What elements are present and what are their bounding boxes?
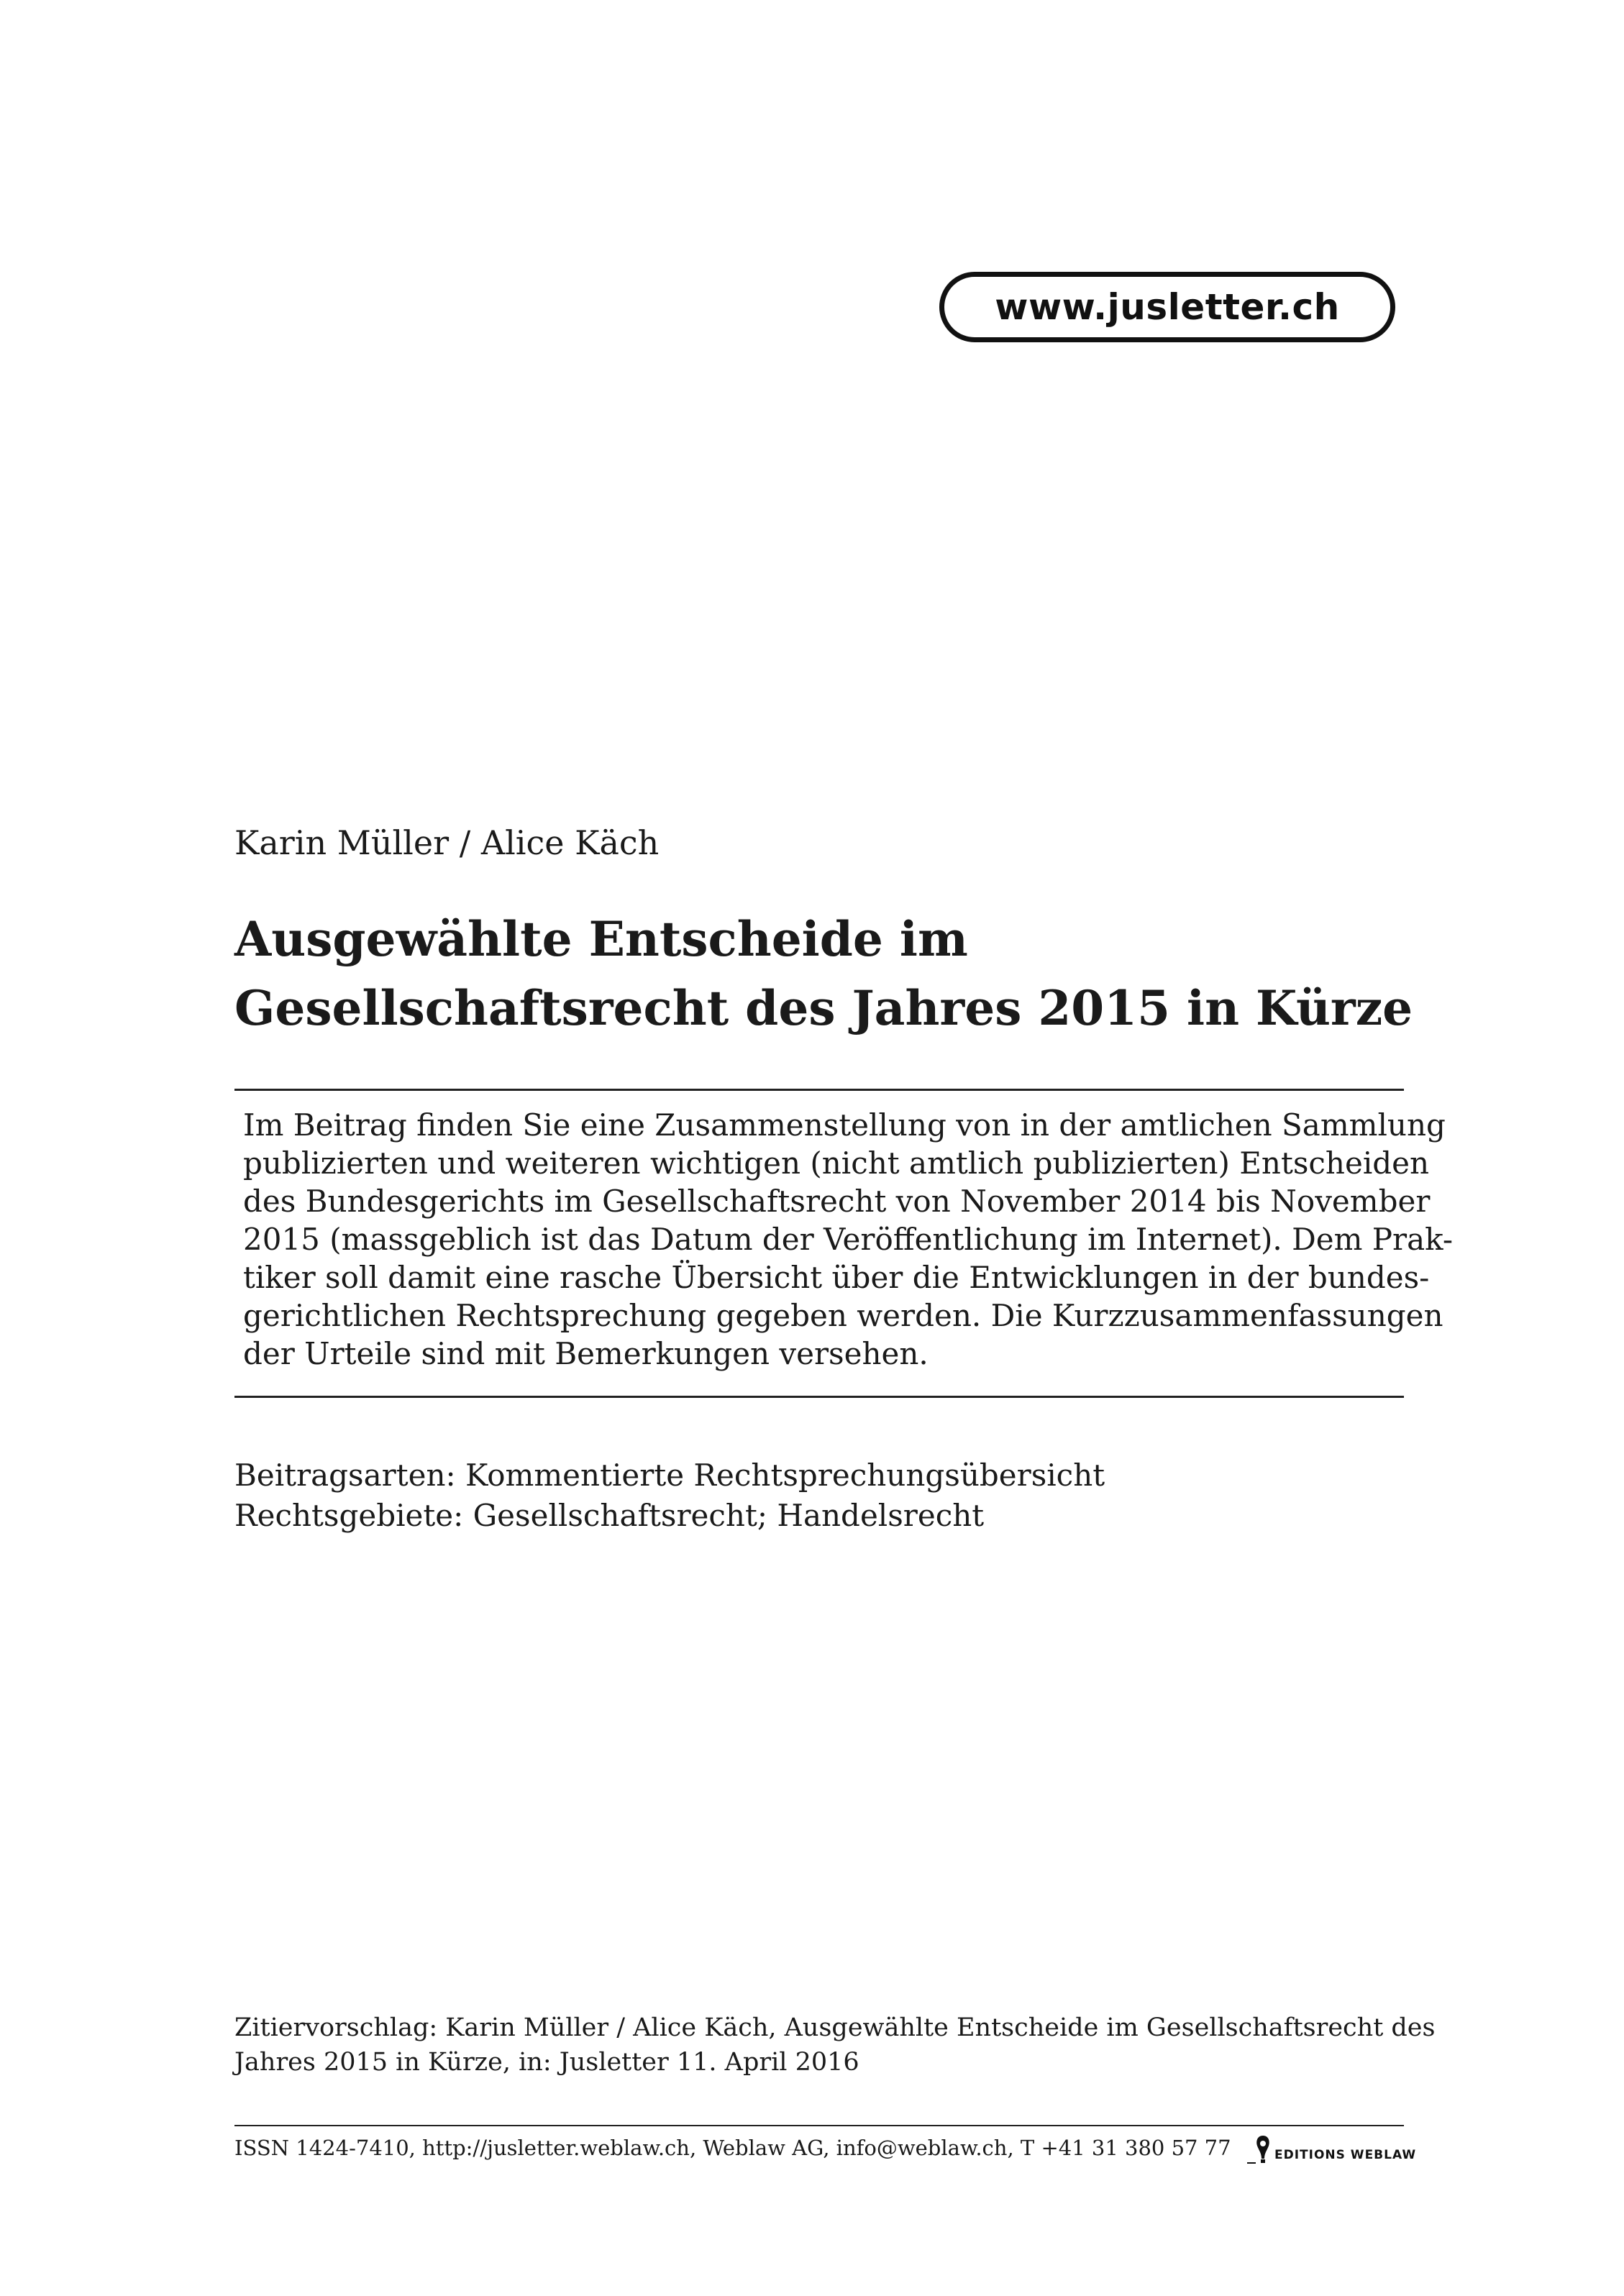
abstract-line: publizierten und weiteren wichtigen (nicht amtlich publizierten) Entscheiden <box>243 1145 1430 1181</box>
editions-weblaw-label: EDITIONS WEBLAW <box>1274 2148 1417 2162</box>
abstract-line: Im Beitrag finden Sie eine Zusammenstellung von in der amtlichen Sammlung <box>243 1107 1446 1143</box>
editions-weblaw-logo <box>1247 2133 1416 2164</box>
citation-line: Zitiervorschlag: Karin Müller / Alice Käch, Ausgewählte Entscheide im Gesellschaftsrecht des <box>234 2013 1436 2042</box>
weblaw-logo-icon <box>1247 2134 1270 2164</box>
abstract-line: des Bundesgerichts im Gesellschaftsrecht von November 2014 bis November <box>243 1184 1431 1219</box>
abstract-bottom-divider <box>234 1396 1404 1398</box>
article-authors: Karin Müller / Alice Käch <box>234 823 660 862</box>
article-types: Beitragsarten: Kommentierte Rechtsprechungsübersicht <box>234 1458 1105 1493</box>
abstract-line: tiker soll damit eine rasche Übersicht über die Entwicklungen in der bundes- <box>243 1260 1430 1295</box>
article-metadata <box>234 1455 1105 1536</box>
article-title <box>234 905 1413 1043</box>
abstract-top-divider <box>234 1089 1404 1091</box>
footer-publisher-info: ISSN 1424-7410, http://jusletter.weblaw.ch, Weblaw AG, info@weblaw.ch, T +41 31 380 57 77 <box>234 2136 1231 2160</box>
footer-divider <box>234 2125 1404 2126</box>
legal-areas: Rechtsgebiete: Gesellschaftsrecht; Handelsrecht <box>234 1498 985 1533</box>
citation-suggestion <box>234 2011 1435 2080</box>
website-url-badge[interactable]: www.jusletter.ch <box>939 272 1395 342</box>
abstract-line: der Urteile sind mit Bemerkungen versehen. <box>243 1336 929 1371</box>
citation-line: Jahres 2015 in Kürze, in: Jusletter 11. April 2016 <box>234 2048 859 2077</box>
article-abstract <box>243 1106 1454 1373</box>
article-title-line: Ausgewählte Entscheide im <box>234 911 968 967</box>
abstract-line: gerichtlichen Rechtsprechung gegeben werden. Die Kurzzusammenfassungen <box>243 1298 1443 1333</box>
article-title-line: Gesellschaftsrecht des Jahres 2015 in Kürze <box>234 980 1413 1036</box>
abstract-line: 2015 (massgeblich ist das Datum der Veröffentlichung im Internet). Dem Prak- <box>243 1222 1454 1257</box>
